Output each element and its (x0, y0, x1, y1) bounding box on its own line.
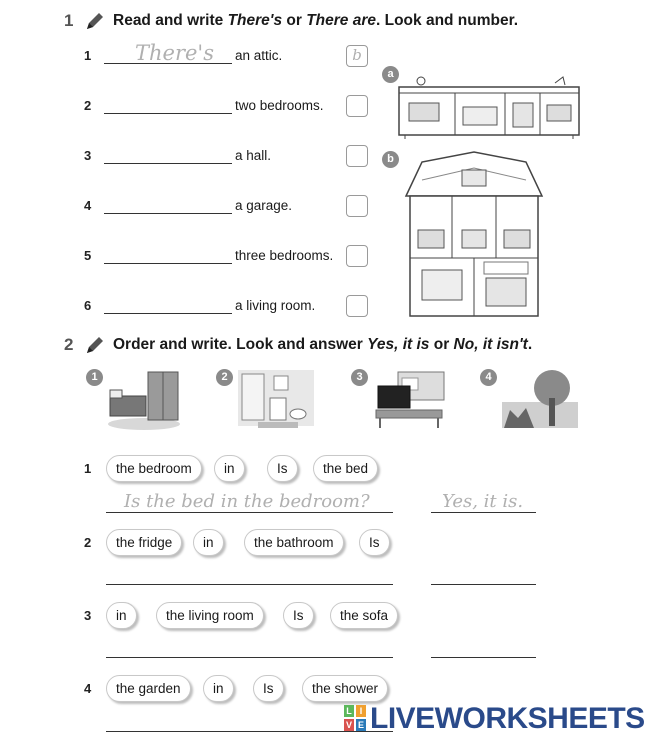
answer-line[interactable] (104, 263, 232, 264)
handwritten-answer: Yes, it is. (442, 491, 524, 512)
row-text: a hall. (235, 148, 272, 163)
word-chip[interactable]: Is (359, 529, 390, 556)
bedroom-picture (104, 368, 184, 432)
number-box[interactable] (346, 145, 368, 167)
row-number: 3 (84, 608, 92, 623)
question-line[interactable] (106, 512, 393, 513)
question-line[interactable] (106, 584, 393, 585)
word-chip[interactable]: in (193, 529, 224, 556)
number-box[interactable] (346, 245, 368, 267)
row-number: 4 (84, 198, 92, 213)
word-chip[interactable]: the bedroom (106, 455, 202, 482)
word-chip[interactable]: the bed (313, 455, 378, 482)
box-answer: b (352, 46, 362, 64)
picture-label-3: 3 (351, 369, 368, 386)
word-chip[interactable]: Is (253, 675, 284, 702)
row-text: an attic. (235, 48, 283, 63)
answer-line[interactable] (431, 512, 536, 513)
house-b-label: b (382, 151, 399, 168)
answer-line[interactable] (104, 113, 232, 114)
word-chip[interactable]: Is (283, 602, 314, 629)
row-number: 6 (84, 298, 92, 313)
word-chip[interactable]: the shower (302, 675, 388, 702)
handwritten-answer: There's (135, 41, 214, 65)
house-a-illustration (395, 73, 585, 141)
word-chip[interactable]: in (203, 675, 234, 702)
number-box[interactable] (346, 45, 368, 67)
row-number: 4 (84, 681, 92, 696)
word-chip[interactable]: Is (267, 455, 298, 482)
pencil-icon (84, 10, 106, 32)
word-chip[interactable]: the fridge (106, 529, 182, 556)
answer-line[interactable] (104, 313, 232, 314)
answer-line[interactable] (104, 163, 232, 164)
word-chip[interactable]: the sofa (330, 602, 398, 629)
row-text: two bedrooms. (235, 98, 324, 113)
row-text: a living room. (235, 298, 316, 313)
exercise-2-title: Order and write. Look and answer Yes, it is or No, it isn't. (113, 336, 533, 353)
exercise-2-number: 2 (64, 335, 74, 354)
garden-picture (500, 368, 580, 432)
exercise-1-number: 1 (64, 11, 74, 30)
house-a-label: a (382, 66, 399, 83)
picture-label-4: 4 (480, 369, 497, 386)
liveworksheets-logo-icon: L I V E (345, 706, 364, 730)
row-text: three bedrooms. (235, 248, 334, 263)
word-chip[interactable]: in (106, 602, 137, 629)
word-chip[interactable]: the garden (106, 675, 191, 702)
handwritten-question: Is the bed in the bedroom? (124, 491, 370, 512)
number-box[interactable] (346, 295, 368, 317)
number-box[interactable] (346, 195, 368, 217)
picture-label-2: 2 (216, 369, 233, 386)
row-text: a garage. (235, 198, 293, 213)
answer-line[interactable] (431, 657, 536, 658)
row-number: 2 (84, 535, 92, 550)
bathroom-picture (236, 368, 316, 432)
word-chip[interactable]: the living room (156, 602, 264, 629)
picture-label-1: 1 (86, 369, 103, 386)
living-room-picture (372, 368, 452, 432)
word-chip[interactable]: the bathroom (244, 529, 344, 556)
row-number: 1 (84, 48, 92, 63)
answer-line[interactable] (104, 213, 232, 214)
row-number: 3 (84, 148, 92, 163)
row-number: 5 (84, 248, 92, 263)
word-chip[interactable]: in (214, 455, 245, 482)
question-line[interactable] (106, 657, 393, 658)
pencil-icon (84, 334, 106, 356)
liveworksheets-logo[interactable]: LIVEWORKSHEETS (370, 702, 645, 735)
number-box[interactable] (346, 95, 368, 117)
answer-line[interactable] (431, 584, 536, 585)
exercise-1-title: Read and write There's or There are. Look and number. (113, 12, 519, 29)
row-number: 1 (84, 461, 92, 476)
row-number: 2 (84, 98, 92, 113)
house-b-illustration (402, 150, 547, 320)
